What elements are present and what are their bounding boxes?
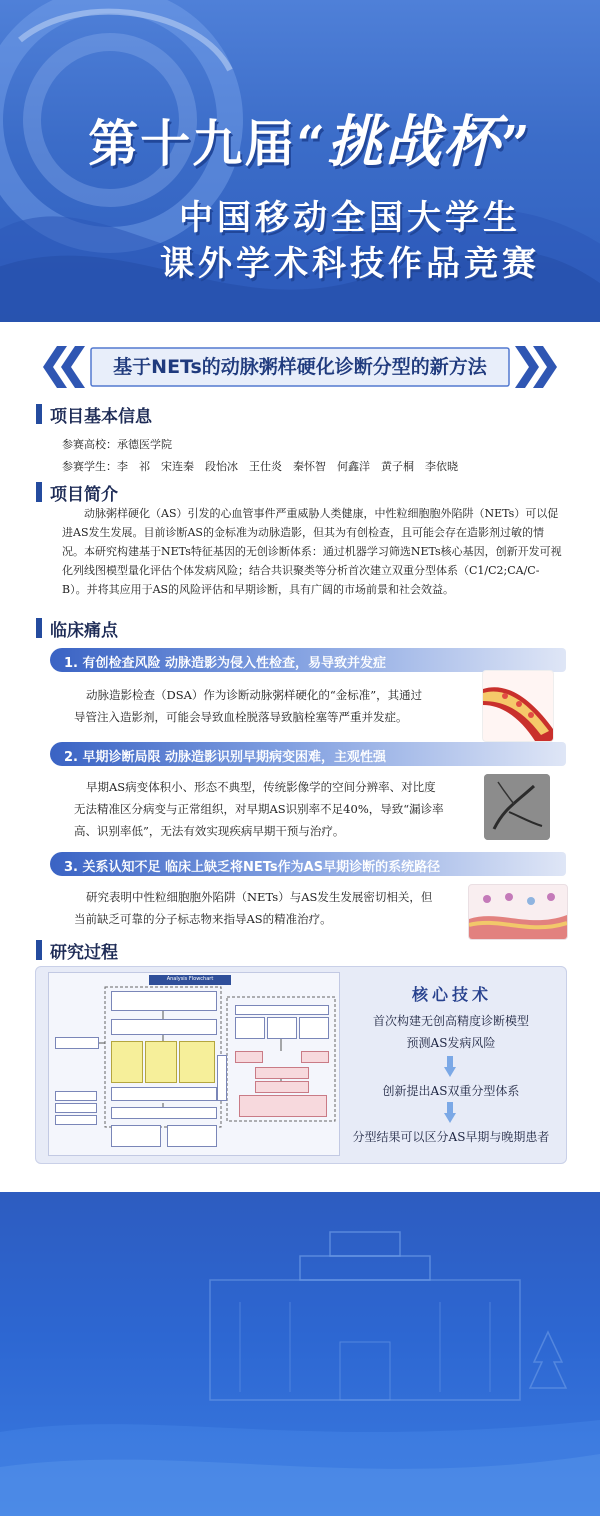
intro-line: 动脉粥样硬化（AS）引发的心血管事件严重威胁人类健康，中性粒细胞胞外陷阱（NETs）可以促 [84,507,559,520]
analysis-flowchart [48,972,340,1156]
flowchart-box [111,1019,217,1035]
poster-header [0,0,600,322]
flowchart-box [239,1095,327,1117]
section-marker [36,404,42,424]
intro-line: 况。本研究构建基于NETs特征基因的无创诊断体系：通过机器学习筛选NETs核心基因，创新开发可视 [62,545,562,558]
core-line: 分型结果可以区分AS早期与晚期患者 [352,1130,550,1144]
down-arrow-icon [444,1102,456,1124]
flowchart-title: Analysis Flowchart [149,975,231,985]
flowchart-box [301,1051,329,1063]
flowchart-box [111,991,217,1011]
core-technology-title: 核心技术 [411,985,492,1004]
flowchart-box [111,1125,161,1147]
pain-point-1-banner: 1. 有创检查风险 动脉造影为侵入性检查，易导致并发症 [50,648,566,672]
nets-mechanism-illustration [468,884,568,940]
flowchart-box [111,1041,143,1083]
research-heading: 研究过程 [50,943,118,963]
flowchart-box [235,1051,263,1063]
pain-point-3-banner: 3. 关系认知不足 临床上缺乏将NETs作为AS早期诊断的系统路径 [50,852,566,876]
flowchart-box [55,1091,97,1101]
artery-plaque-illustration [482,670,554,742]
flowchart-box [179,1041,215,1083]
intro-line: B）。并将其应用于AS的风险评估和早期诊断，具有广阔的市场前景和社会效益。 [62,583,455,596]
flowchart-box [55,1037,99,1049]
pain-point-3-text: 研究表明中性粒细胞胞外陷阱（NETs）与AS发生发展密切相关，但 当前缺乏可靠的分子标志物来指导AS的精准治疗。 [74,890,433,926]
competition-title-line2: 中国移动全国大学生 [179,198,521,238]
flowchart-box [267,1017,297,1039]
down-arrow-icon [444,1056,456,1078]
section-marker [36,618,42,638]
core-line: 首次构建无创高精度诊断模型 [372,1014,529,1028]
pain-point-2-banner: 2. 早期诊断局限 动脉造影识别早期病变困难，主观性强 [50,742,566,766]
project-title: 基于NETs的动脉粥样硬化诊断分型的新方法 [113,356,487,378]
flowchart-box [217,1055,227,1101]
flowchart-box [145,1041,177,1083]
intro-heading: 项目简介 [50,485,118,505]
pain-point-1-text: 动脉造影检查（DSA）作为诊断动脉粥样硬化的“金标准”，其通过 导管注入造影剂，可能会导致血栓脱落导致脑栓塞等严重并发症。 [74,688,423,724]
flowchart-box [111,1107,217,1119]
section-marker [36,482,42,502]
students-line: 参赛学生：李 祁 宋连秦 段怡冰 王仕炎 秦怀智 何鑫洋 黄子桐 李依晓 [62,460,458,473]
basic-info-heading: 项目基本信息 [50,407,152,427]
intro-paragraph [62,504,572,599]
competition-title-emphasis: 挑战杯 [327,109,501,175]
competition-title-line3: 课外学术科技作品竞赛 [160,244,540,284]
flowchart-box [235,1005,329,1015]
flowchart-box [255,1081,309,1093]
flowchart-box [255,1067,309,1079]
flowchart-box [235,1017,265,1039]
competition-title-line1: 第十九届“挑战杯” [88,109,532,175]
campus-building-graphic [0,1192,600,1516]
core-line: 预测AS发病风险 [406,1036,496,1050]
pain-point-2-text: 早期AS病变体积小、形态不典型，传统影像学的空间分辨率、对比度 无法精准区分病变与正常组织，对早期AS识别率不足40%，导致“漏诊率 高、识别率低”，无法有效实现疾病早期干预与治疗。 [74,780,444,838]
flowchart-box [55,1103,97,1113]
clinical-heading: 临床痛点 [50,621,118,641]
flowchart-box [167,1125,217,1147]
intro-line: 进AS发生发展。目前诊断AS的金标准为动脉造影，但其为有创检查，且可能会存在造影剂过敏的情 [62,526,544,539]
intro-line: 化列线图模型量化评估个体发病风险；结合共识聚类等分析首次建立双重分型体系（C1/C2;CA/C- [62,564,540,577]
poster-footer [0,1192,600,1516]
core-line: 创新提出AS双重分型体系 [382,1084,520,1098]
angiography-image [484,774,550,840]
flowchart-box [111,1087,217,1101]
flowchart-box [55,1115,97,1125]
school-line: 参赛高校：承德医学院 [62,438,172,451]
section-marker [36,940,42,960]
flowchart-box [299,1017,329,1039]
